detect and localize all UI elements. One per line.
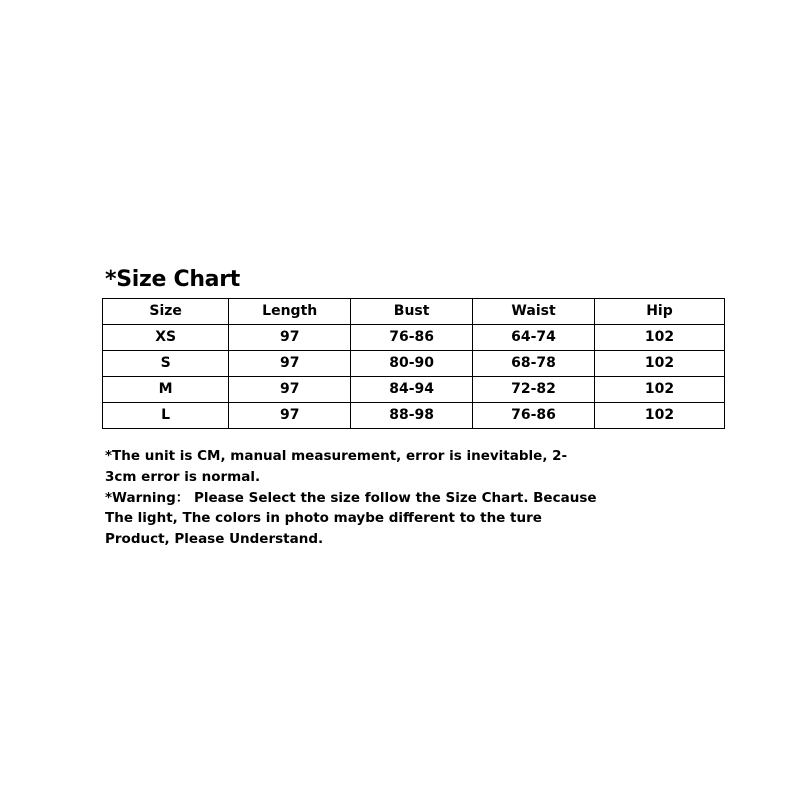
cell-bust: 76-86 <box>351 325 473 351</box>
table-row <box>103 351 725 377</box>
note-line: *Warning： Please Select the size follow the Size Chart. Because <box>105 489 597 506</box>
cell-waist: 76-86 <box>473 403 595 429</box>
cell-length: 97 <box>229 377 351 403</box>
table-row <box>103 325 725 351</box>
cell-size: M <box>103 377 229 403</box>
cell-length: 97 <box>229 351 351 377</box>
header-bust: Bust <box>351 299 473 325</box>
note-line: *The unit is CM, manual measurement, error is inevitable, 2- <box>105 448 568 464</box>
cell-length: 97 <box>229 403 351 429</box>
table-header-row <box>103 299 725 325</box>
note-line: Product, Please Understand. <box>105 531 324 548</box>
cell-size: S <box>103 351 229 377</box>
size-chart-table <box>102 298 725 429</box>
cell-hip: 102 <box>594 403 724 429</box>
cell-bust: 84-94 <box>351 377 473 403</box>
note-line: 3cm error is normal. <box>105 468 261 485</box>
measurement-notes <box>105 446 605 550</box>
cell-hip: 102 <box>594 325 724 351</box>
cell-waist: 68-78 <box>473 351 595 377</box>
page-title: *Size Chart <box>105 267 240 292</box>
cell-length: 97 <box>229 325 351 351</box>
cell-bust: 80-90 <box>351 351 473 377</box>
cell-size: XS <box>103 325 229 351</box>
note-line: The light, The colors in photo maybe different to the ture <box>105 510 542 527</box>
header-length: Length <box>229 299 351 325</box>
cell-hip: 102 <box>594 351 724 377</box>
cell-bust: 88-98 <box>351 403 473 429</box>
cell-hip: 102 <box>594 377 724 403</box>
header-waist: Waist <box>473 299 595 325</box>
table-row <box>103 377 725 403</box>
cell-waist: 64-74 <box>473 325 595 351</box>
header-size: Size <box>103 299 229 325</box>
table-row <box>103 403 725 429</box>
cell-size: L <box>103 403 229 429</box>
cell-waist: 72-82 <box>473 377 595 403</box>
header-hip: Hip <box>594 299 724 325</box>
